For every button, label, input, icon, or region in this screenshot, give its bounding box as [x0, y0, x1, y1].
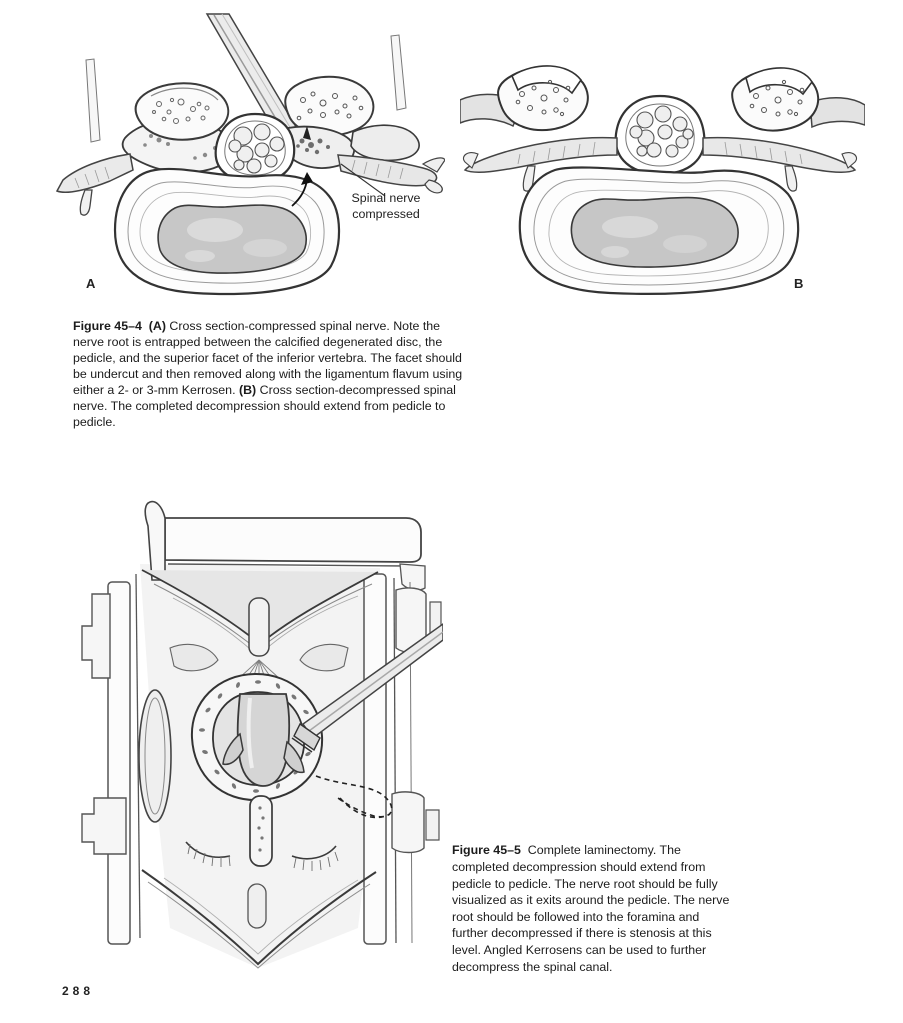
spinal-nerve-compressed-annotation [347, 190, 425, 222]
vertebral-body [520, 167, 798, 293]
panel-a-label: A [86, 276, 96, 291]
figure-45-4-panel-b-illustration [460, 52, 865, 300]
figure-45-4-part-a-text: Cross section-compressed spinal nerve. Note the nerve root is entrapped between the calcified degenerated disc, the pedicle, and the superior facet of the inferior vertebra. The facet should be undercut and then removed along with the ligamentum flavum using either a 2- or 3-mm Kerrosen. [73, 319, 463, 398]
disc-nucleus [571, 198, 738, 268]
right-retractor-assembly [364, 574, 441, 944]
figure-45-4-panel-a-illustration [55, 8, 445, 300]
lower-spinous-nub [248, 884, 266, 928]
figure-45-5-caption-text: Complete laminectomy. The completed decompression should extend from pedicle to pedicle. The nerve root should be fully visualized as it exits around the pedicle. The nerve root should be followed into the foramina and further decompressed if there is stenosis at this level. Angled Kerrosens can be used to further decompress the spinal canal. [452, 843, 730, 974]
figure-45-4-part-a-marker: (A) [148, 319, 166, 334]
page-number: 288 [62, 984, 95, 998]
figure-45-5-illustration [78, 498, 443, 993]
thecal-sac [216, 114, 295, 182]
thecal-sac-decompressed [616, 96, 705, 174]
figure-45-5-caption-label: Figure 45–5 [452, 843, 521, 858]
left-retractor-blade [139, 690, 171, 822]
annotation-line2: compressed [352, 207, 420, 221]
left-pin-rod [86, 59, 100, 142]
right-cut-facet [732, 68, 865, 131]
right-pin-rod [391, 35, 406, 110]
figure-45-4-part-b-marker: (B) [238, 383, 257, 398]
figure-45-5-caption [452, 842, 730, 975]
lower-lamina-strip [250, 796, 272, 866]
annotation-line1: Spinal nerve [351, 191, 421, 205]
left-facet-joint [123, 83, 231, 172]
figure-45-4-caption [73, 319, 471, 430]
figure-45-4-part-b-text: Cross section-decompressed spinal nerve. The completed decompression should extend from pedicle to pedicle. [73, 383, 456, 429]
figure-45-4-caption-label: Figure 45–4 [73, 319, 142, 334]
left-cut-facet [460, 66, 588, 130]
panel-b-label: B [794, 276, 804, 291]
upper-spinous-process [249, 598, 269, 656]
